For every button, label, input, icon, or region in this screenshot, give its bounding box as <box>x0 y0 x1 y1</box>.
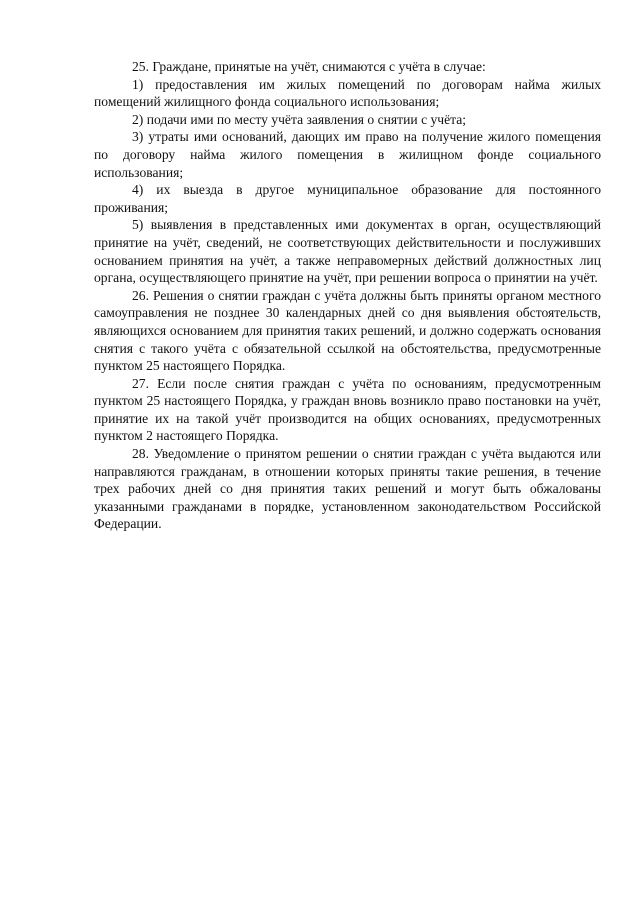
document-body <box>94 58 601 533</box>
paragraph-25-item-1: 1) предоставления им жилых помещений по договорам найма жилых помещений жилищного фонда социального использования; <box>94 76 601 110</box>
paragraph-25-item-3: 3) утраты ими оснований, дающих им право на получение жилого помещения по договору найма жилого помещения в жилищном фонде социального использования; <box>94 129 601 180</box>
paragraph-28: 28. Уведомление о принятом решении о снятии граждан с учёта выдаются или направляются гражданам, в отношении которых приняты такие решения, в течение трех рабочих дней со дня принятия таких решений и могут быть обжалованы указанными гражданами в порядке, установленном законодательством Российской Федерации. <box>94 446 601 532</box>
paragraph-25-intro: 25. Граждане, принятые на учёт, снимаются с учёта в случае: <box>132 59 486 74</box>
paragraph-26: 26. Решения о снятии граждан с учёта должны быть приняты органом местного самоуправления не позднее 30 календарных дней со дня выявления обстоятельств, являющихся основанием для принятия таких решений, и должно содержать основания снятия с такого учёта с обязательной ссылкой на обстоятельства, предусмотренные пунктом 25 настоящего Порядка. <box>94 287 601 374</box>
paragraph-25-item-2: 2) подачи ими по месту учёта заявления о снятии с учёта; <box>132 111 467 127</box>
paragraph-25-item-4: 4) их выезда в другое муниципальное образование для постоянного проживания; <box>94 182 601 215</box>
paragraph-27: 27. Если после снятия граждан с учёта по основаниям, предусмотренным пунктом 25 настоящего Порядка, у граждан вновь возникло право постановки на учёт, принятие их на такой учёт производится на общих основаниях, предусмотренных пунктом 2 настоящего Порядка. <box>94 375 601 444</box>
paragraph-25-item-5: 5) выявления в представленных ими документах в орган, осуществляющий принятие на учёт, сведений, не соответствующих действительности и послуживших основанием принятия на учёт, а также неправомерных действий должностных лиц органа, осуществляющего принятие на учёт, при решении вопроса о принятии на учёт. <box>94 217 601 286</box>
